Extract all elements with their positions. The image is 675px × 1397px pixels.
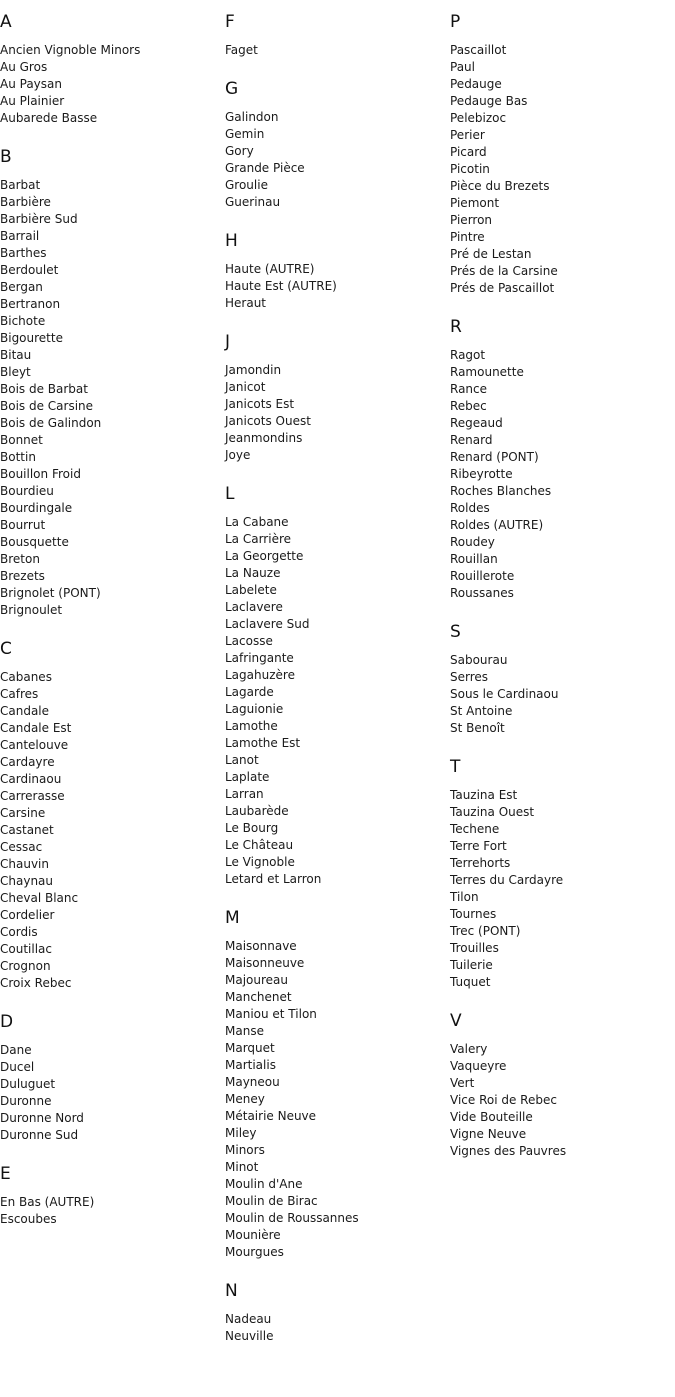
- place-name: Majoureau: [225, 973, 288, 987]
- place-name: Castanet: [0, 823, 54, 837]
- place-name: Meney: [225, 1092, 265, 1106]
- place-list: [0, 177, 225, 619]
- place-name: Laclavere Sud: [225, 617, 310, 631]
- place-list: [450, 1041, 675, 1160]
- place-name: Tilon: [450, 890, 479, 904]
- place-name: Pierron: [450, 213, 493, 227]
- place-name: La Nauze: [225, 566, 281, 580]
- place-name: Renard: [450, 433, 493, 447]
- place-name: Perier: [450, 128, 485, 142]
- place-name: Heraut: [225, 296, 267, 310]
- place-list: [0, 42, 225, 127]
- place-name: Faget: [225, 43, 258, 57]
- letter-section: [450, 622, 675, 737]
- place-name: Barrail: [0, 229, 40, 243]
- place-name: Brignoulet: [0, 603, 63, 617]
- letter-section: [0, 1012, 225, 1144]
- place-name: Chaynau: [0, 874, 54, 888]
- place-name: Bigourette: [0, 331, 63, 345]
- place-name: Janicots Ouest: [225, 414, 311, 428]
- place-name: La Georgette: [225, 549, 304, 563]
- place-name: Le Bourg: [225, 821, 279, 835]
- letter-section: [450, 317, 675, 602]
- place-list: [225, 1311, 450, 1345]
- place-name: Carsine: [0, 806, 46, 820]
- place-name: Minot: [225, 1160, 259, 1174]
- place-name: Lamothe: [225, 719, 278, 733]
- place-name: Ancien Vignoble Minors: [0, 43, 141, 57]
- place-name: Bichote: [0, 314, 46, 328]
- place-name: St Benoît: [450, 721, 505, 735]
- place-name: Cantelouve: [0, 738, 69, 752]
- place-name: Piemont: [450, 196, 500, 210]
- place-name: Lanot: [225, 753, 259, 767]
- place-name: Le Château: [225, 838, 294, 852]
- letter-section: [225, 484, 450, 888]
- place-name: Janicots Est: [225, 397, 295, 411]
- place-name: Ducel: [0, 1060, 35, 1074]
- place-list: [225, 362, 450, 464]
- letter-section: [0, 639, 225, 992]
- place-name: Bourrut: [0, 518, 46, 532]
- place-list: [450, 42, 675, 297]
- place-name: Mayneou: [225, 1075, 280, 1089]
- letter-section: [450, 1011, 675, 1160]
- place-name: Carrerasse: [0, 789, 65, 803]
- letter-section: [225, 79, 450, 211]
- place-name: Picard: [450, 145, 487, 159]
- place-name: Pièce du Brezets: [450, 179, 550, 193]
- place-name: Bois de Barbat: [0, 382, 88, 396]
- letter-heading: C: [0, 639, 12, 659]
- place-name: Berdoulet: [0, 263, 59, 277]
- place-name: Ragot: [450, 348, 486, 362]
- place-name: Roches Blanches: [450, 484, 552, 498]
- place-name: Trouilles: [450, 941, 499, 955]
- place-name: Croix Rebec: [0, 976, 72, 990]
- place-name: Roldes (AUTRE): [450, 518, 544, 532]
- place-name: Cheval Blanc: [0, 891, 79, 905]
- letter-heading: J: [225, 332, 231, 352]
- place-name: Tauzina Ouest: [450, 805, 535, 819]
- place-name: Moulin d'Ane: [225, 1177, 303, 1191]
- place-name: Rouillan: [450, 552, 498, 566]
- place-name: Pré de Lestan: [450, 247, 532, 261]
- letter-section: [450, 12, 675, 297]
- place-list: [225, 261, 450, 312]
- place-name: Haute Est (AUTRE): [225, 279, 337, 293]
- place-list: [0, 1042, 225, 1144]
- place-name: Marquet: [225, 1041, 275, 1055]
- place-name: Barbière: [0, 195, 51, 209]
- letter-heading: A: [0, 12, 12, 32]
- place-name: Cardinaou: [0, 772, 62, 786]
- place-name: Lamothe Est: [225, 736, 301, 750]
- place-name: Vigne Neuve: [450, 1127, 527, 1141]
- place-name: Cordis: [0, 925, 38, 939]
- place-name: Prés de Pascaillot: [450, 281, 555, 295]
- letter-heading: N: [225, 1281, 238, 1301]
- place-name: Barthes: [0, 246, 47, 260]
- place-name: Renard (PONT): [450, 450, 539, 464]
- place-name: Lacosse: [225, 634, 273, 648]
- place-name: Bourdieu: [0, 484, 54, 498]
- place-name: Tournes: [450, 907, 497, 921]
- place-name: Guerinau: [225, 195, 281, 209]
- place-name: Manchenet: [225, 990, 292, 1004]
- letter-heading: P: [450, 12, 461, 32]
- place-name: Laclavere: [225, 600, 283, 614]
- place-name: Rebec: [450, 399, 487, 413]
- letter-heading: H: [225, 231, 238, 251]
- place-list: [225, 109, 450, 211]
- place-name: Joye: [225, 448, 251, 462]
- place-name: Ramounette: [450, 365, 524, 379]
- place-name: Letard et Larron: [225, 872, 322, 886]
- letter-heading: M: [225, 908, 240, 928]
- place-name: Ribeyrotte: [450, 467, 513, 481]
- place-name: Bleyt: [0, 365, 31, 379]
- place-name: Laguionie: [225, 702, 284, 716]
- place-name: Cardayre: [0, 755, 55, 769]
- place-name: Pascaillot: [450, 43, 507, 57]
- place-name: Chauvin: [0, 857, 49, 871]
- place-name: Miley: [225, 1126, 257, 1140]
- place-name: Roussanes: [450, 586, 514, 600]
- place-name: Duronne: [0, 1094, 52, 1108]
- place-name: Bouillon Froid: [0, 467, 81, 481]
- place-name: Au Gros: [0, 60, 48, 74]
- place-name: La Carrière: [225, 532, 292, 546]
- place-name: Duronne Sud: [0, 1128, 79, 1142]
- letter-heading: T: [450, 757, 461, 777]
- place-name: Dane: [0, 1043, 32, 1057]
- place-name: Janicot: [225, 380, 266, 394]
- place-name: Aubarede Basse: [0, 111, 98, 125]
- place-name: Grande Pièce: [225, 161, 305, 175]
- place-name: Jeanmondins: [225, 431, 303, 445]
- place-name: Maisonnave: [225, 939, 297, 953]
- place-name: Gemin: [225, 127, 265, 141]
- place-name: Pedauge: [450, 77, 502, 91]
- place-name: Cabanes: [0, 670, 52, 684]
- place-name: Sabourau: [450, 653, 508, 667]
- place-name: Bousquette: [0, 535, 69, 549]
- place-name: Bergan: [0, 280, 43, 294]
- place-name: Duronne Nord: [0, 1111, 84, 1125]
- place-name: Martialis: [225, 1058, 276, 1072]
- place-name: Vaqueyre: [450, 1059, 507, 1073]
- place-name: Valery: [450, 1042, 488, 1056]
- place-name: Bottin: [0, 450, 36, 464]
- place-name: Larran: [225, 787, 264, 801]
- letter-section: [225, 12, 450, 59]
- place-name: Vide Bouteille: [450, 1110, 533, 1124]
- place-name: Terres du Cardayre: [450, 873, 564, 887]
- place-name: Barbière Sud: [0, 212, 78, 226]
- place-name: Galindon: [225, 110, 279, 124]
- place-name: Serres: [450, 670, 489, 684]
- place-name: Haute (AUTRE): [225, 262, 315, 276]
- place-name: Métairie Neuve: [225, 1109, 317, 1123]
- letter-heading: R: [450, 317, 462, 337]
- place-name: Rance: [450, 382, 488, 396]
- place-list: [450, 347, 675, 602]
- place-name: Lafringante: [225, 651, 294, 665]
- place-name: Barbat: [0, 178, 41, 192]
- place-name: Laubarède: [225, 804, 289, 818]
- place-name: Brezets: [0, 569, 45, 583]
- place-name: Candale: [0, 704, 50, 718]
- place-name: Bitau: [0, 348, 32, 362]
- place-name: Vert: [450, 1076, 475, 1090]
- place-name: Lagahuzère: [225, 668, 295, 682]
- place-name: Picotin: [450, 162, 490, 176]
- place-name: Regeaud: [450, 416, 503, 430]
- index-column-1: [0, 12, 225, 1248]
- place-name: Jamondin: [225, 363, 282, 377]
- place-name: Groulie: [225, 178, 268, 192]
- place-name: La Cabane: [225, 515, 289, 529]
- place-name: Gory: [225, 144, 254, 158]
- place-name: Nadeau: [225, 1312, 272, 1326]
- place-name: Bonnet: [0, 433, 43, 447]
- letter-heading: E: [0, 1164, 11, 1184]
- place-name: Sous le Cardinaou: [450, 687, 559, 701]
- index-column-3: [450, 12, 675, 1180]
- place-name: Moulin de Birac: [225, 1194, 318, 1208]
- letter-heading: G: [225, 79, 239, 99]
- place-name: Maniou et Tilon: [225, 1007, 317, 1021]
- place-name: Coutillac: [0, 942, 52, 956]
- place-name: Neuville: [225, 1329, 274, 1343]
- place-name: Breton: [0, 552, 40, 566]
- letter-section: [225, 332, 450, 464]
- place-name: Cafres: [0, 687, 39, 701]
- place-name: Le Vignoble: [225, 855, 295, 869]
- place-name: Duluguet: [0, 1077, 56, 1091]
- place-name: En Bas (AUTRE): [0, 1195, 95, 1209]
- place-name: Bertranon: [0, 297, 61, 311]
- letter-heading: L: [225, 484, 235, 504]
- place-name: Pedauge Bas: [450, 94, 528, 108]
- place-list: [0, 1194, 225, 1228]
- place-list: [225, 514, 450, 888]
- place-name: Vignes des Pauvres: [450, 1144, 567, 1158]
- letter-section: [450, 757, 675, 991]
- place-name: Mounière: [225, 1228, 281, 1242]
- place-list: [225, 42, 450, 59]
- place-name: Bois de Carsine: [0, 399, 94, 413]
- place-name: Lagarde: [225, 685, 274, 699]
- place-name: Candale Est: [0, 721, 72, 735]
- letter-section: [225, 908, 450, 1261]
- letter-heading: S: [450, 622, 461, 642]
- letter-heading: D: [0, 1012, 14, 1032]
- place-name: Trec (PONT): [450, 924, 521, 938]
- place-name: Terre Fort: [450, 839, 507, 853]
- place-name: Cordelier: [0, 908, 55, 922]
- index-column-2: [225, 12, 450, 1365]
- letter-section: [0, 147, 225, 619]
- letter-heading: V: [450, 1011, 462, 1031]
- letter-section: [225, 1281, 450, 1345]
- letter-heading: B: [0, 147, 12, 167]
- place-name: Bourdingale: [0, 501, 73, 515]
- place-name: Au Plainier: [0, 94, 65, 108]
- place-name: Tuquet: [450, 975, 491, 989]
- place-name: Au Paysan: [0, 77, 62, 91]
- place-name: Techene: [450, 822, 500, 836]
- place-name: Mourgues: [225, 1245, 284, 1259]
- place-list: [225, 938, 450, 1261]
- place-name: Tuilerie: [450, 958, 493, 972]
- place-name: Paul: [450, 60, 475, 74]
- place-list: [0, 669, 225, 992]
- letter-section: [0, 12, 225, 127]
- place-list: [450, 652, 675, 737]
- place-name: Crognon: [0, 959, 51, 973]
- place-name: Cessac: [0, 840, 43, 854]
- place-name: St Antoine: [450, 704, 513, 718]
- letter-section: [225, 231, 450, 312]
- place-name: Manse: [225, 1024, 264, 1038]
- place-name: Vice Roi de Rebec: [450, 1093, 557, 1107]
- place-name: Laplate: [225, 770, 270, 784]
- place-name: Tauzina Est: [450, 788, 518, 802]
- place-name: Moulin de Roussannes: [225, 1211, 359, 1225]
- letter-section: [0, 1164, 225, 1228]
- place-name: Pelebizoc: [450, 111, 507, 125]
- place-name: Labelete: [225, 583, 277, 597]
- place-name: Roudey: [450, 535, 495, 549]
- place-list: [450, 787, 675, 991]
- place-name: Rouillerote: [450, 569, 515, 583]
- place-name: Pintre: [450, 230, 485, 244]
- place-name: Bois de Galindon: [0, 416, 102, 430]
- letter-heading: F: [225, 12, 235, 32]
- place-name: Minors: [225, 1143, 265, 1157]
- place-name: Prés de la Carsine: [450, 264, 558, 278]
- place-name: Maisonneuve: [225, 956, 305, 970]
- place-name: Terrehorts: [450, 856, 511, 870]
- place-name: Brignolet (PONT): [0, 586, 101, 600]
- place-name: Escoubes: [0, 1212, 57, 1226]
- place-name: Roldes: [450, 501, 490, 515]
